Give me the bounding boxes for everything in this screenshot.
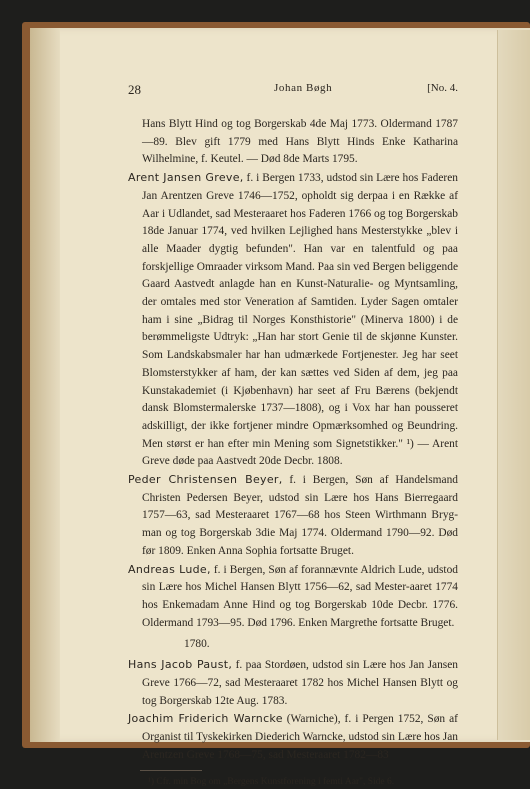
- footnote-rule: [140, 770, 202, 771]
- biography-entry: [128, 656, 458, 710]
- entry-text: Hans Blytt Hind og tog Borgerskab 4de Maj 1773. Oldermand 1787—89. Blev gift 1779 med Hans Blytt Hinds Enke Katharina Wilhelmine, f. Keutel. — Død 8de Marts 1795.: [142, 118, 458, 166]
- biography-entry: [128, 710, 458, 764]
- running-author: Johan Bøgh: [274, 82, 333, 94]
- entry-text: f. i Bergen, Søn af forannævnte Aldrich Lude, udstod sin Lære hos Michel Hansen Blytt 1756—62, sad Mester-aaret 1774 hos Enkemadam Anne Hind og tog Borgerskab 10de Decbr. 1776. Oldermand 1793—95. Død 1796. Enken Margrethe fortsatte Bruget.: [142, 563, 458, 629]
- biography-entry: [128, 169, 458, 471]
- entry-text: f. paa Stordøen, udstod sin Lære hos Jan Jansen Greve 1766—72, sad Mesteraaret 1782 hos Michel Hansen Blytt og tog Borgerskab 12te Aug. 1783.: [142, 659, 458, 707]
- body-text: [128, 116, 458, 789]
- issue-number: [No. 4.: [427, 82, 458, 94]
- entry-name: Andreas Lude,: [128, 562, 211, 576]
- continued-entry: [128, 116, 458, 169]
- footnote: ¹) Cfr. min Bog om „Bergens Kunstforening i femti Aar", Side 6.: [148, 777, 395, 788]
- entry-text: (Warniche), f. i Pergen 1752, Søn af Organist til Tyskekirken Diederich Warncke, udstod sin Lære hos Jan Arentzen Greve 1768—75, sad Mesteraaret 1782—83: [142, 713, 458, 761]
- running-header: [128, 82, 458, 100]
- entry-text: f. i Bergen 1733, udstod sin Lære hos Faderen Jan Arentzen Greve 1746—1752, opholdt sig derpaa i en Række af Aar i Udlandet, sad Mesteraaret hos Faderen 1766 og tog Borgerskab 18de Januar 1774, ved hvilken Lejlighed hans Mesterstykke „blev i alle Maader dygtig befunden". Han var en talentfuld og paa forskjellige Omraader virksom Mand. Paa sin ved Bergen beliggende Gaard Aastvedt anlagde han en Kunst-Naturalie- og Myntsamling, der omtales med stor Veneration af Samtiden. Lyder Sagen omtaler ham i sine „Bidrag til Norges Konsthistorie" (Minerva 1800) i de berømmeligste Udtryk: „Han har stort Genie til de skjønne Kunster. Som Landskabsmaler har han udmærkede Fortjenester. Jeg har seet Blomsterstykker af ham, der kan sættes ved Siden af dem, jeg paa Kunstakademiet (i Kjøbenhavn) har seet af Fru Bærens (bekjendt dansk Blomstermalerske 1737—1808), og i Vox har han pousseret adskilligt, der ikke fortjener mindre Opmærksomhed og Beundring. Men størst er han efter min Mening som Signetstikker." ¹) — Arent Greve døde paa Aastvedt 20de Decbr. 1808.: [142, 172, 458, 468]
- entry-text: f. i Bergen, Søn af Handelsmand Christen Pedersen Beyer, udstod sin Lære hos Hans Bierregaard 1757—63, sad Mesteraaret 1767—68 hos Steen Wirthmann Bryg-man og tog Borgerskab 3die Maj 1774. Oldermand 1790—92. Død før 1809. Enken Anna Sophia fortsatte Bruget.: [142, 474, 458, 557]
- entry-name: Peder Christensen Beyer,: [128, 473, 283, 487]
- entry-name: Arent Jansen Greve,: [128, 171, 244, 185]
- page-number: 28: [128, 82, 141, 97]
- page-gutter: [30, 28, 60, 742]
- entry-name: Joachim Friderich Warncke: [128, 712, 283, 726]
- entry-name: Hans Jacob Paust,: [128, 658, 233, 672]
- year-heading: 1780.: [184, 638, 210, 651]
- page-stack-edge: [497, 30, 530, 740]
- biography-entry: [128, 561, 458, 633]
- biography-entry: [128, 471, 458, 561]
